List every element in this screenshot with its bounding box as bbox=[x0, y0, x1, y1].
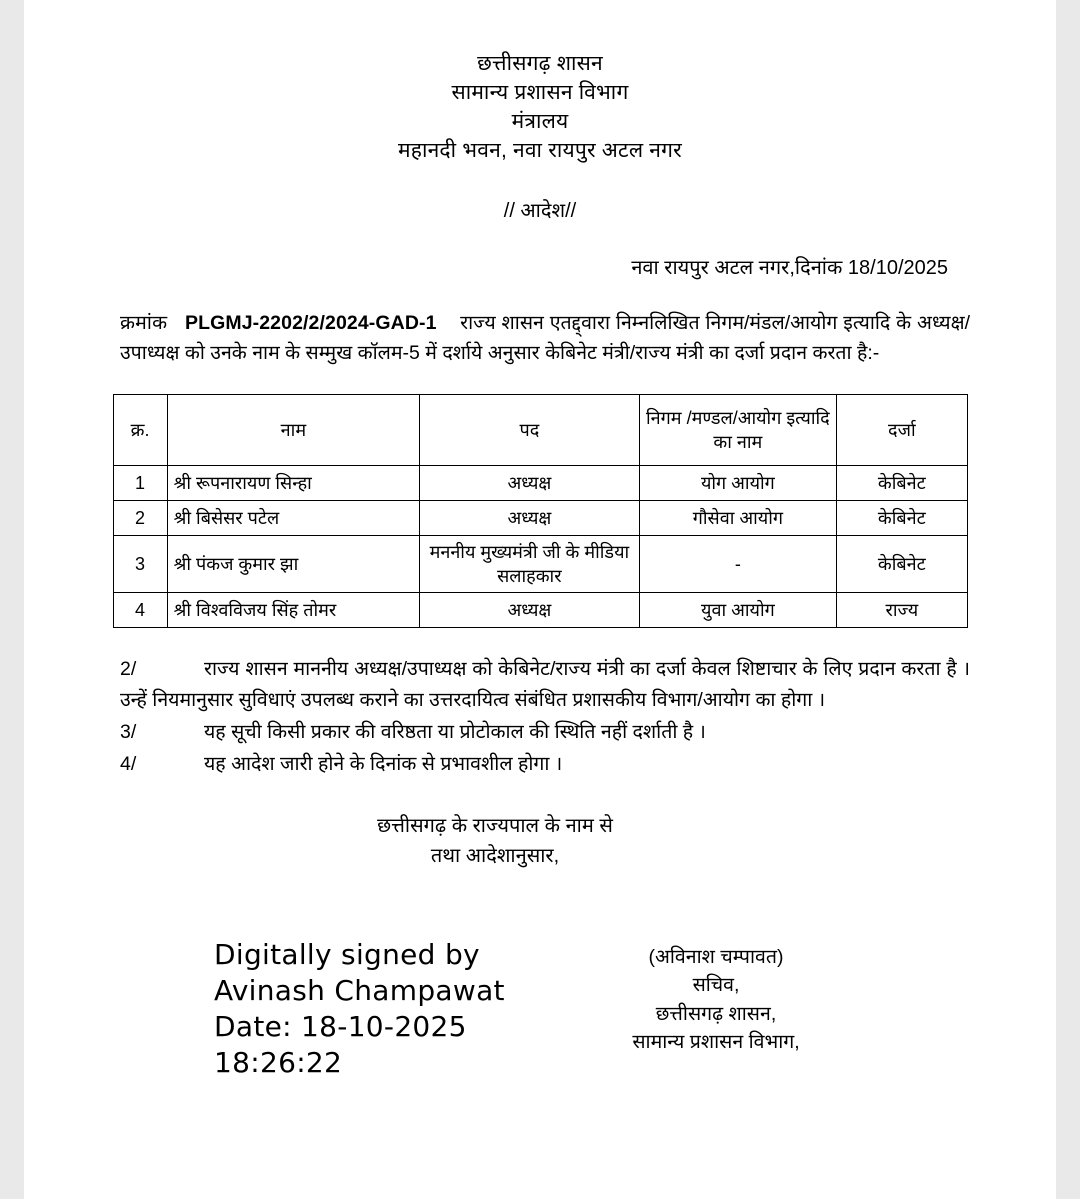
digital-signature-stamp bbox=[214, 937, 505, 1080]
note-item bbox=[120, 717, 970, 747]
cell-name: श्री पंकज कुमार झा bbox=[167, 536, 420, 593]
cell-name: श्री विश्वविजय सिंह तोमर bbox=[167, 593, 420, 628]
cell-organisation: युवा आयोग bbox=[639, 593, 837, 628]
order-label: // आदेश// bbox=[503, 199, 577, 222]
cell-rank: राज्य bbox=[837, 593, 967, 628]
note-number: 4/ bbox=[120, 752, 137, 775]
header-line-2: सामान्य प्रशासन विभाग bbox=[451, 80, 629, 104]
header-line-1: छत्तीसगढ़ शासन bbox=[477, 52, 603, 75]
column-header-organisation: निगम /मण्डल/आयोग इत्यादि का नाम bbox=[639, 395, 837, 466]
table-row bbox=[113, 466, 967, 501]
cell-rank: केबिनेट bbox=[837, 501, 967, 536]
sign-intro bbox=[94, 811, 986, 871]
note-text: राज्य शासन माननीय अध्यक्ष/उपाध्यक्ष को केबिनेट/राज्य मंत्री का दर्जा केवल शिष्टाचार के लिए प्रदान करता है । उन्हें नियमानुसार सुविधाएं उपलब्ध कराने का उत्तरदायित्व संबंधित प्रशासकीय विभाग/आयोग का होगा । bbox=[120, 658, 970, 711]
cell-serial: 4 bbox=[113, 593, 167, 628]
table-header-row bbox=[113, 395, 967, 466]
column-header-post: पद bbox=[420, 395, 639, 466]
intro-text: राज्य शासन एतद्द्वारा निम्नलिखित निगम/मंडल/आयोग इत्यादि के अध्यक्ष/उपाध्यक्ष को उनके नाम के सम्मुख कॉलम-5 में दर्शाये अनुसार केबिनेट मंत्री/राज्य मंत्री का दर्जा प्रदान करता है:- bbox=[120, 311, 970, 365]
reference-label: क्रमांक bbox=[120, 311, 168, 334]
note-text: यह आदेश जारी होने के दिनांक से प्रभावशील होगा । bbox=[204, 752, 563, 775]
note-text: यह सूची किसी प्रकार की वरिष्ठता या प्रोटोकाल की स्थिति नहीं दर्शाती है । bbox=[204, 720, 706, 743]
header-line-4: महानदी भवन, नवा रायपुर अटल नगर bbox=[398, 138, 682, 162]
column-header-name: नाम bbox=[167, 395, 420, 466]
cell-rank: केबिनेट bbox=[837, 466, 967, 501]
intro-paragraph bbox=[94, 308, 986, 368]
cell-name: श्री बिसेसर पटेल bbox=[167, 501, 420, 536]
authority-name: (अविनाश चम्पावत) bbox=[648, 946, 784, 969]
notes-section bbox=[94, 654, 986, 779]
note-number: 2/ bbox=[120, 658, 137, 681]
digital-signature-line-2: Avinash Champawat bbox=[214, 974, 505, 1008]
sign-intro-line-2: तथा आदेशानुसार, bbox=[430, 845, 560, 868]
document-header bbox=[94, 50, 986, 166]
cell-rank: केबिनेट bbox=[837, 536, 967, 593]
place-and-date: नवा रायपुर अटल नगर,दिनांक 18/10/2025 bbox=[631, 256, 948, 279]
cell-serial: 3 bbox=[113, 536, 167, 593]
reference-number: PLGMJ-2202/2/2024-GAD-1 bbox=[184, 311, 437, 334]
cell-name: श्री रूपनारायण सिन्हा bbox=[167, 466, 420, 501]
cell-serial: 2 bbox=[113, 501, 167, 536]
cell-post: अध्यक्ष bbox=[420, 466, 639, 501]
digital-signature-line-1: Digitally signed by bbox=[214, 938, 480, 972]
signing-authority bbox=[566, 943, 866, 1056]
authority-government: छत्तीसगढ़ शासन, bbox=[655, 1002, 777, 1025]
table-row bbox=[113, 593, 967, 628]
cell-post: मननीय मुख्यमंत्री जी के मीडिया सलाहकार bbox=[420, 536, 639, 593]
note-item bbox=[120, 749, 970, 779]
cell-post: अध्यक्ष bbox=[420, 593, 639, 628]
note-item bbox=[120, 654, 970, 714]
cell-post: अध्यक्ष bbox=[420, 501, 639, 536]
cell-organisation: - bbox=[639, 536, 837, 593]
appointments-table bbox=[113, 394, 968, 628]
column-header-rank: दर्जा bbox=[837, 395, 967, 466]
authority-department: सामान्य प्रशासन विभाग, bbox=[632, 1030, 800, 1053]
column-header-serial: क्र. bbox=[113, 395, 167, 466]
authority-designation: सचिव, bbox=[692, 974, 740, 997]
table-row bbox=[113, 501, 967, 536]
header-line-3: मंत्रालय bbox=[511, 109, 569, 133]
digital-signature-line-3: Date: 18-10-2025 bbox=[214, 1009, 467, 1043]
table-row bbox=[113, 536, 967, 593]
cell-organisation: योग आयोग bbox=[639, 466, 837, 501]
sign-intro-line-1: छत्तीसगढ़ के राज्यपाल के नाम से bbox=[377, 815, 613, 838]
cell-organisation: गौसेवा आयोग bbox=[639, 501, 837, 536]
document-page bbox=[24, 0, 1056, 1199]
cell-serial: 1 bbox=[113, 466, 167, 501]
signature-area bbox=[94, 937, 986, 1127]
digital-signature-line-4: 18:26:22 bbox=[214, 1045, 343, 1079]
note-number: 3/ bbox=[120, 720, 137, 743]
